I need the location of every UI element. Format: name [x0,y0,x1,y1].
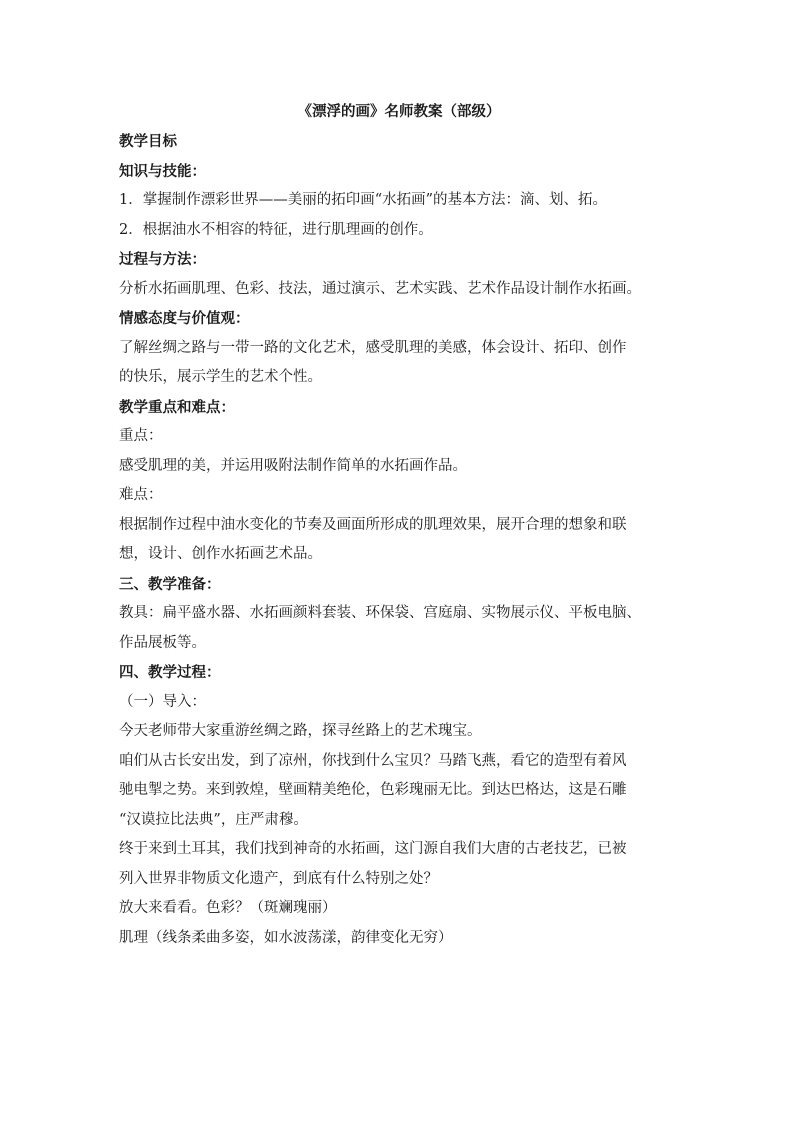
paragraph [119,894,679,924]
text-line: 教学目标 [119,133,177,150]
text-line: 2．根据油水不相容的特征，进行肌理画的创作。 [119,221,433,238]
paragraph [119,452,679,482]
paragraph [119,688,679,718]
paragraph [119,422,679,452]
paragraph [119,275,679,305]
text-line: 感受肌理的美，并运用吸附法制作简单的水拓画作品。 [119,457,467,474]
text-line: 分析水拓画肌理、色彩、技法，通过演示、艺术实践、艺术作品设计制作水拓画。 [119,280,641,297]
text-line: 今天老师带大家重游丝绸之路，探寻丝路上的艺术瑰宝。 [119,723,482,739]
text-line: 三、教学准备： [119,575,221,593]
text-line: 列入世界非物质文化遗产，到底有什么特别之处？ [119,870,438,887]
section-heading [119,304,679,334]
text-line: 的快乐，展示学生的艺术个性。 [119,369,322,385]
text-line: 肌理（线条柔曲多姿，如水波荡漾，韵律变化无穷） [119,929,453,946]
text-line: 根据制作过程中油水变化的节奏及画面所形成的肌理效果，展开合理的想象和联 [119,516,627,533]
paragraph [119,511,679,570]
text-line: 作品展板等。 [119,634,206,651]
paragraph [119,216,679,246]
text-line: 了解丝绸之路与一带一路的文化艺术，感受肌理的美感，体会设计、拓印、创作 [119,339,627,356]
paragraph [119,599,679,658]
text-line: 教学重点和难点： [119,398,235,416]
paragraph [119,481,679,511]
section-heading [119,570,679,600]
paragraph [119,186,679,216]
text-line: 过程与方法： [119,251,206,268]
section-heading [119,245,679,275]
text-line: 重点： [119,428,163,444]
section-heading [119,157,679,187]
document-body [119,127,679,953]
text-line: 咱们从古长安出发，到了凉州，你找到什么宝贝？马踏飞燕，看它的造型有着风 [119,752,627,769]
paragraph [119,717,679,747]
text-line: 知识与技能： [119,162,206,180]
paragraph [119,747,679,836]
text-line: 教具：扁平盛水器、水拓画颜料套装、环保袋、宫庭扇、实物展示仪、平板电脑、 [119,605,641,621]
paragraph [119,924,679,954]
text-line: 终于来到土耳其，我们找到神奇的水拓画，这门源自我们大唐的古老技艺，已被 [119,841,627,857]
text-line: 放大来看看。色彩？（斑斓瑰丽） [119,900,337,916]
section-heading [119,127,679,157]
section-heading [119,393,679,423]
text-line: 情感态度与价值观： [119,310,250,327]
document-title: 《漂浮的画》名师教案（部级） [297,103,501,120]
paragraph [119,835,679,894]
text-line: “汉谟拉比法典”，庄严肃穆。 [119,811,308,828]
paragraph [119,334,679,393]
text-line: 想，设计、创作水拓画艺术品。 [119,546,322,562]
text-line: 1．掌握制作漂彩世界——美丽的拓印画“水拓画”的基本方法：滴、划、拓。 [119,192,608,208]
text-line: 难点： [119,487,163,503]
section-heading [119,658,679,688]
text-line: 驰电掣之势。来到敦煌，壁画精美绝伦，色彩瑰丽无比。到达巴格达，这是石雕 [119,782,627,798]
text-line: 四、教学过程： [119,664,221,681]
document-page [119,96,679,953]
text-line: （一）导入： [119,693,206,710]
